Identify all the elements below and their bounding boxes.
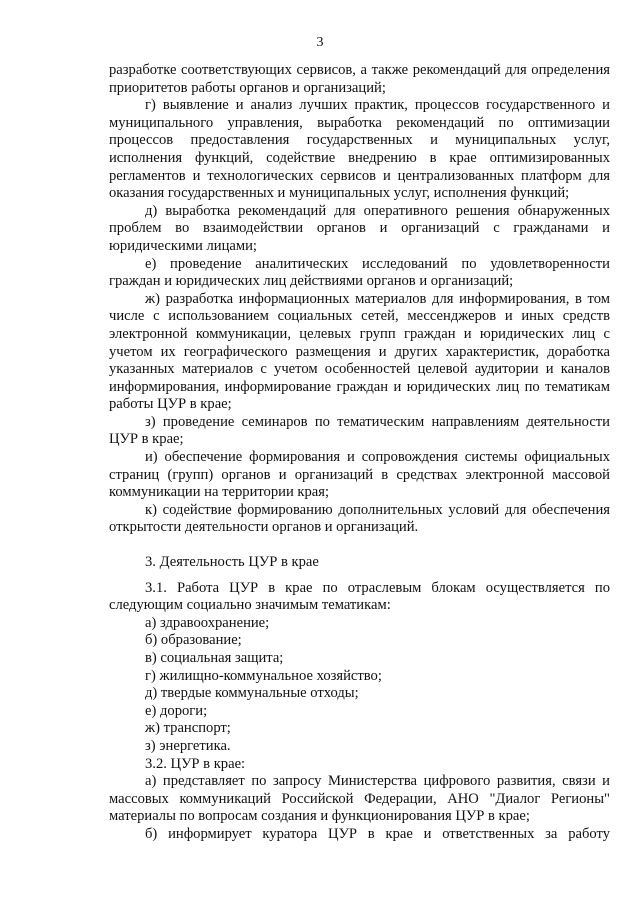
document-body [109, 62, 610, 844]
list-item-g: г) выявление и анализ лучших практик, процессов государственного и муниципального управления, выработка рекомендаций по оптимизации процессов предоставления государственных и муниципальных услуг, исполнения функций, содействие внедрению в крае оптимизированных регламентов и технологических сервисов и централизованных платформ для оказания государственных и муниципальных услуг, исполнения функций; [109, 97, 610, 202]
page-number: 3 [316, 35, 324, 50]
topic-item: з) энергетика. [145, 737, 231, 754]
topic-item: ж) транспорт; [145, 720, 231, 737]
topic-item: д) твердые коммунальные отходы; [145, 685, 359, 702]
topic-item: в) социальная защита; [145, 650, 284, 666]
list-item-k: к) содействие формированию дополнительных условий для обеспечения открытости деятельности органов и организаций. [109, 501, 610, 536]
section-title: 3. Деятельность ЦУР в крае [145, 554, 319, 571]
list-item-d: д) выработка рекомендаций для оперативного решения обнаруженных проблем во взаимодействии органов и организаций с гражданами и юридическими лицами; [109, 202, 610, 254]
topic-item: а) здравоохранение; [145, 614, 270, 631]
topic-item: г) жилищно-коммунальное хозяйство; [145, 667, 382, 684]
clause-3-2-item-a: а) представляет по запросу Министерства цифрового развития, связи и массовых коммуникаций Российской Федерации, АНО "Диалог Регионы" материалы по вопросам создания и функционирования ЦУР в крае; [109, 773, 610, 825]
continuation-paragraph: разработке соответствующих сервисов, а также рекомендаций для определения приоритетов работы органов и организаций; [109, 62, 610, 96]
list-item-z: з) проведение семинаров по тематическим направлениям деятельности ЦУР в крае; [109, 413, 610, 448]
clause-3-1: 3.1. Работа ЦУР в крае по отраслевым блокам осуществляется по следующим социально значимым тематикам: [109, 579, 610, 614]
topic-item: е) дороги; [145, 702, 208, 719]
list-item-zh: ж) разработка информационных материалов для информирования, в том числе с использованием социальных сетей, мессенджеров и иных средств электронной коммуникации, целевых групп граждан и юридических лиц с учетом их географического размещения и других характеристик, доработка указанных материалов с учетом особенностей целевой аудитории и каналов информирования, информирование граждан и юридических лиц по тематикам работы ЦУР в крае; [109, 290, 610, 413]
section-spacer-small [109, 572, 610, 580]
clause-3-2: 3.2. ЦУР в крае: [145, 755, 246, 772]
list-item-i: и) обеспечение формирования и сопровождения системы официальных страниц (групп) органов и организаций в средствах электронной массовой коммуникации на территории края; [109, 449, 610, 501]
topic-item: б) образование; [145, 632, 242, 649]
section-spacer [109, 537, 610, 554]
clause-3-2-item-b: б) информирует куратора ЦУР в крае и ответственных за работу [145, 825, 610, 842]
list-item-e: е) проведение аналитических исследований по удовлетворенности граждан и юридических лиц действиями органов и организаций; [109, 255, 610, 290]
